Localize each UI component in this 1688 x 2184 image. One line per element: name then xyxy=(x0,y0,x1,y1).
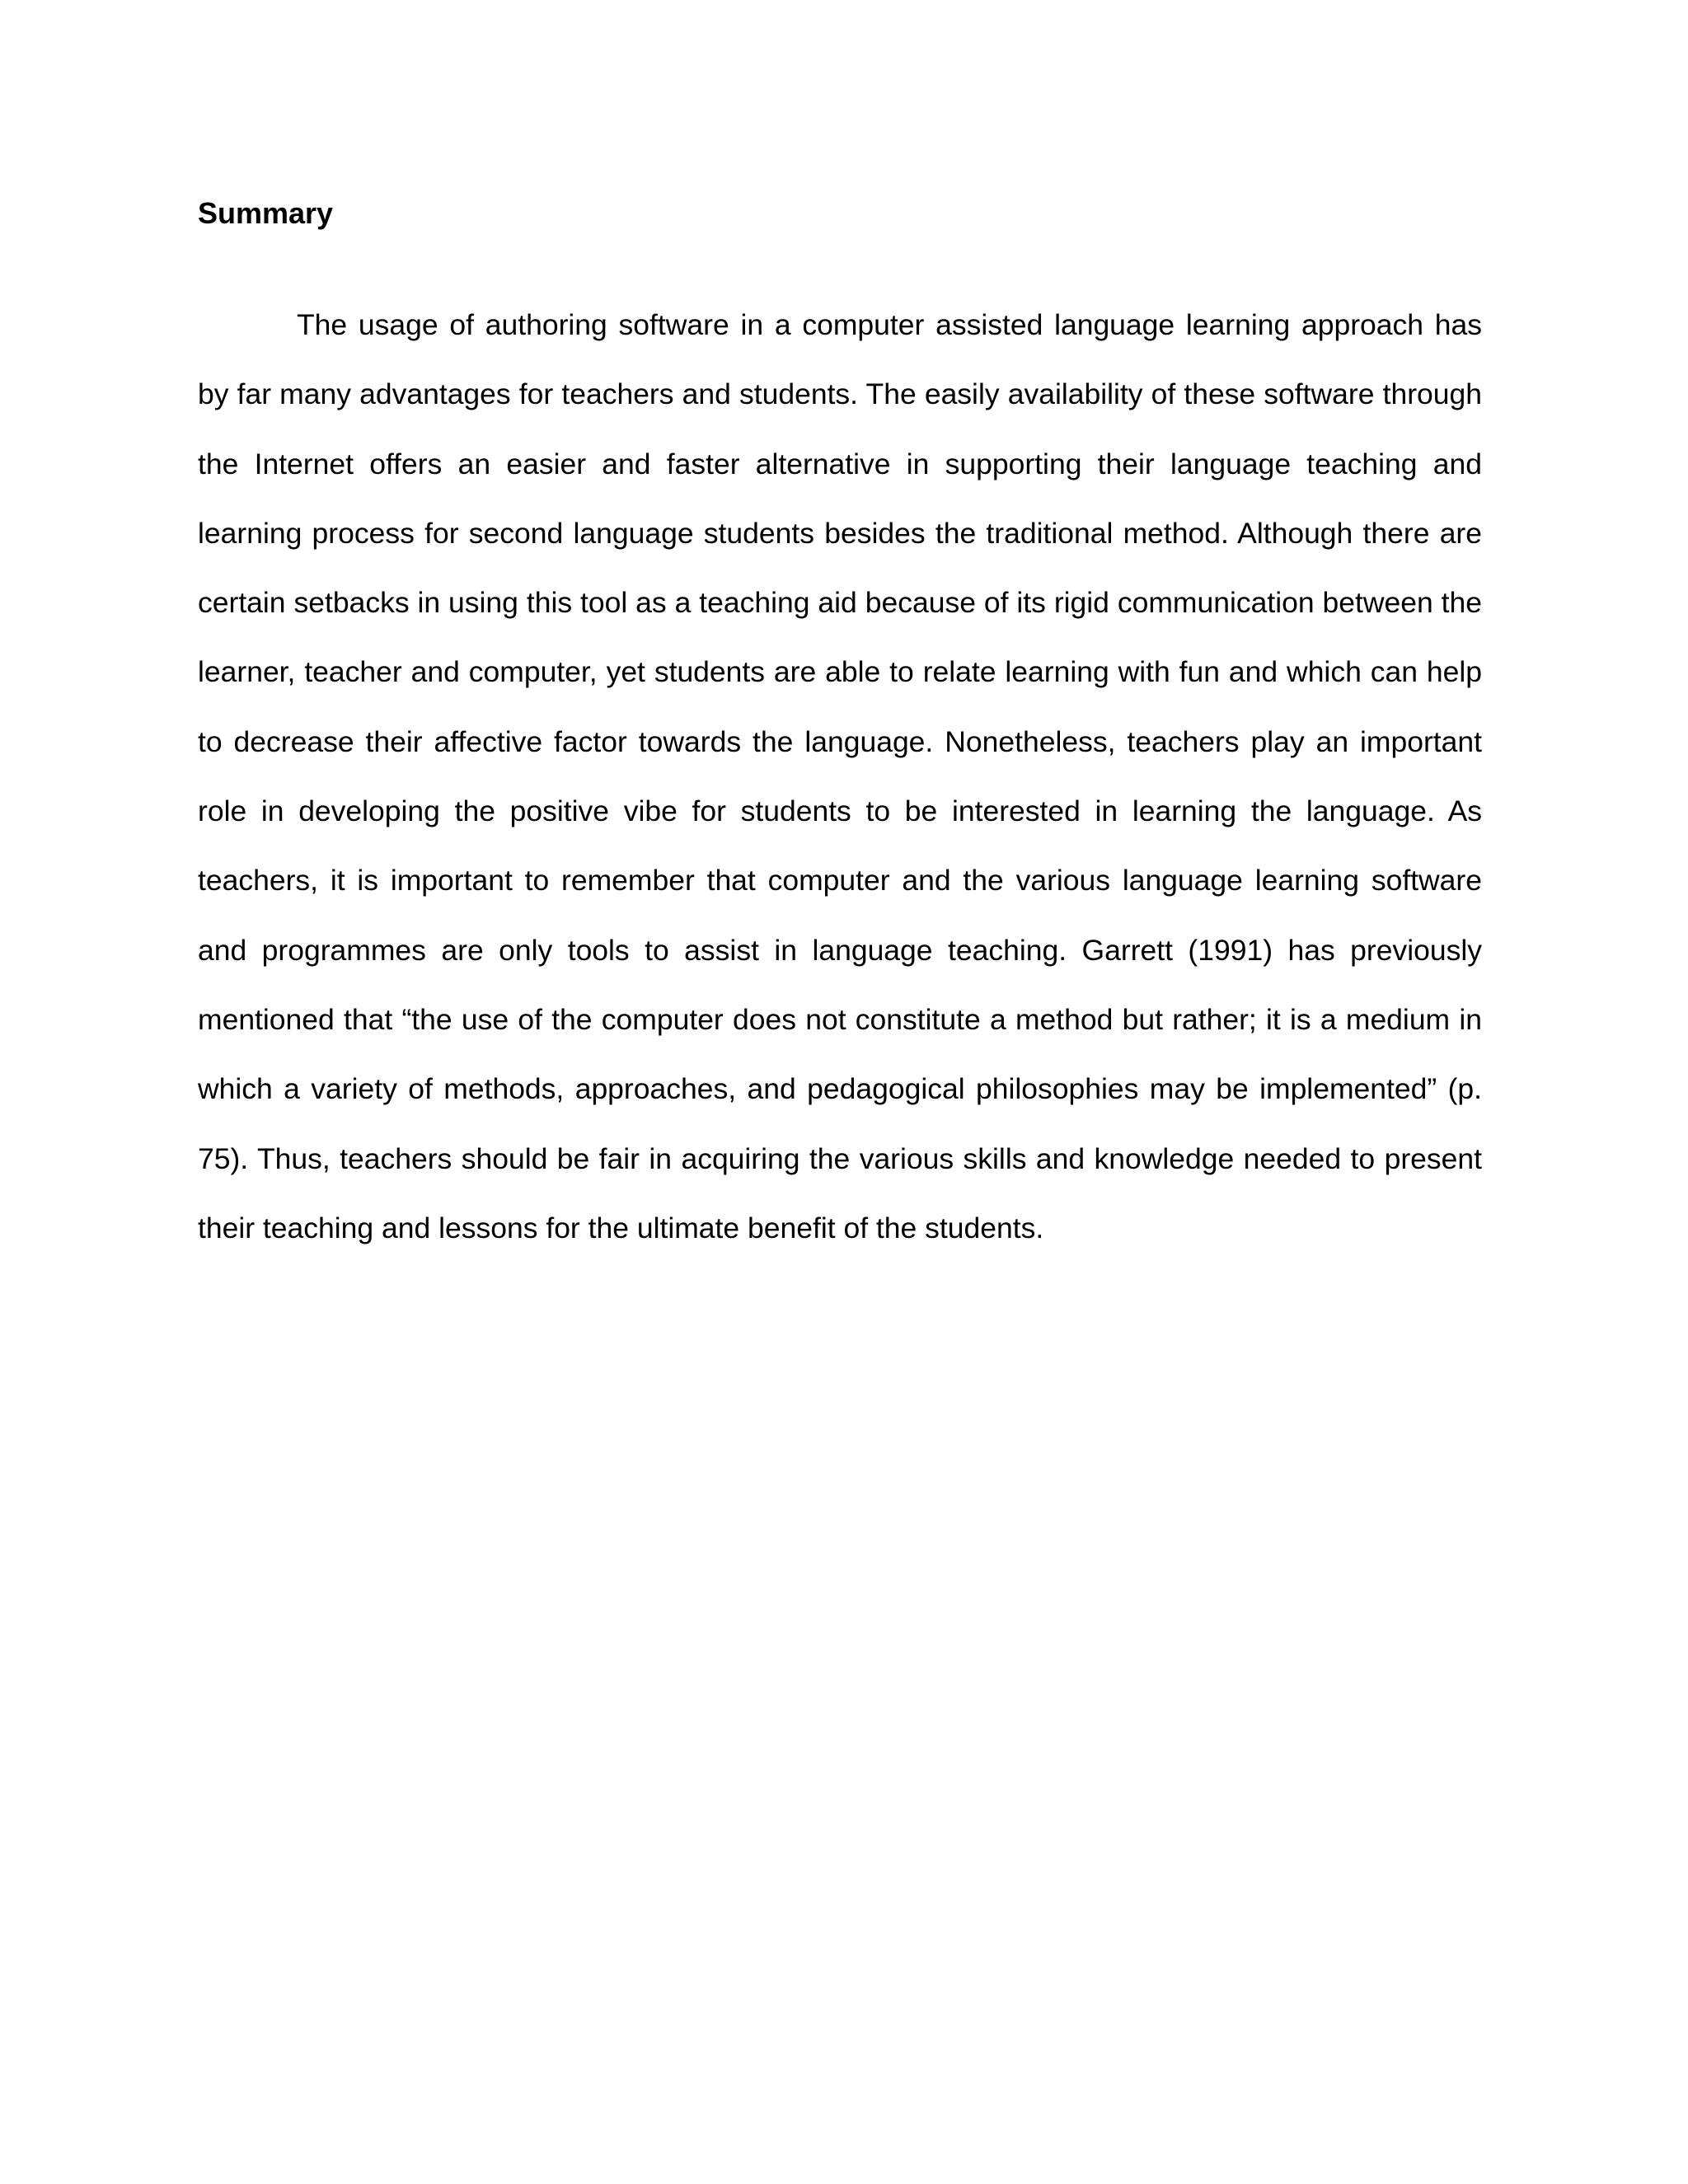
summary-paragraph: The usage of authoring software in a computer assisted language learning approach has by far many advantages for teachers and students. The easily availability of these software through the Internet offers an easier and faster alternative in supporting their language teaching and learning process for second language students besides the traditional method. Although there are certain setbacks in using this tool as a teaching aid because of its rigid communication between the learner, teacher and computer, yet students are able to relate learning with fun and which can help to decrease their affective factor towards the language. Nonetheless, teachers play an important role in developing the positive vibe for students to be interested in learning the language. As teachers, it is important to remember that computer and the various language learning software and programmes are only tools to assist in language teaching. Garrett (1991) has previously mentioned that “the use of the computer does not constitute a method but rather; it is a medium in which a variety of methods, approaches, and pedagogical philosophies may be implemented” (p. 75). Thus, teachers should be fair in acquiring the various skills and knowledge needed to present their teaching and lessons for the ultimate benefit of the students. xyxy=(198,308,1482,1244)
section-heading: Summary xyxy=(198,196,334,230)
